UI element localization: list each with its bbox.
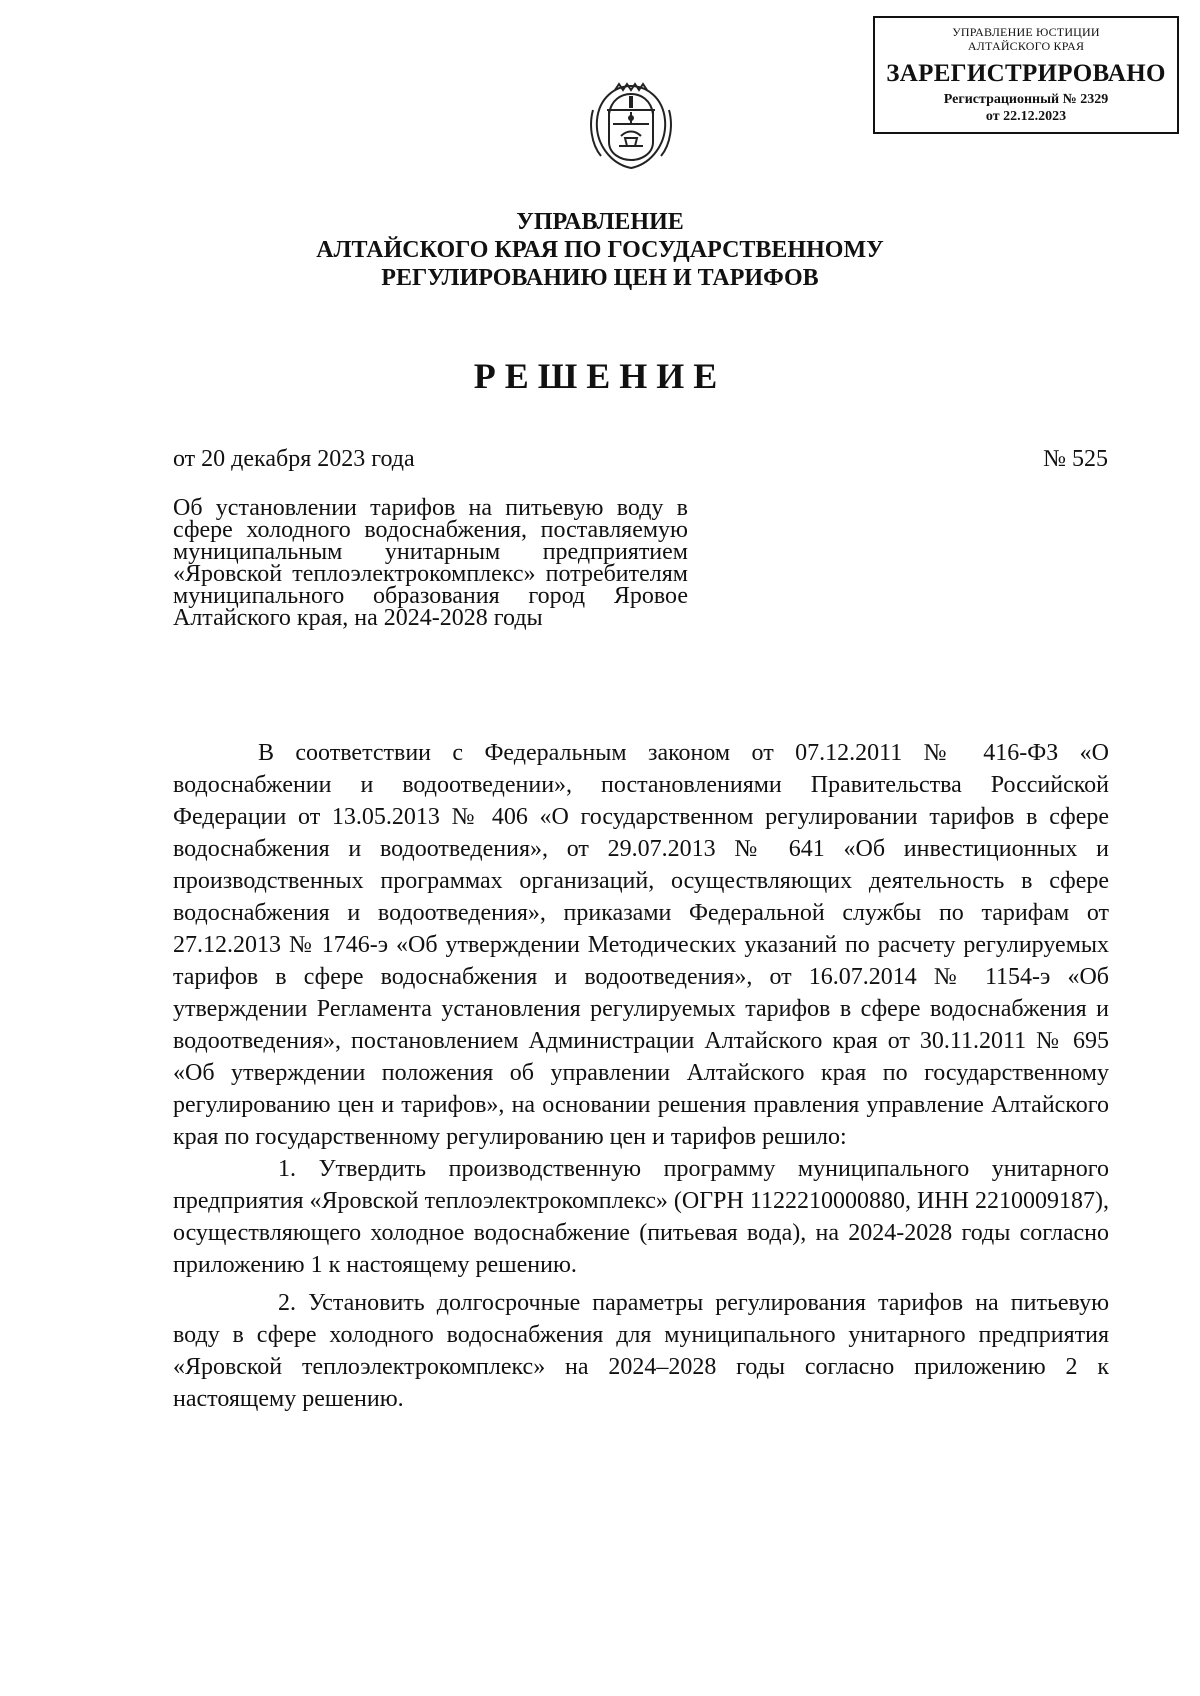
preamble-paragraph: В соответствии с Федеральным законом от 07.12.2011 № 416-ФЗ «О водоснабжении и водоотведении», постановлениями Правительства Российской Федерации от 13.05.2013 № 406 «О государственном регулировании тарифов в сфере водоснабжения и водоотведения», от 29.07.2013 № 641 «Об инвестиционных и производственных программах организаций, осуществляющих деятельность в сфере водоснабжения и водоотведения», приказами Федеральной службы по тарифам от 27.12.2013 № 1746-э «Об утверждении Методических указаний по расчету регулируемых тарифов в сфере водоснабжения и водоотведения», от 16.07.2014 № 1154-э «Об утверждении Регламента установления регулируемых тарифов в сфере водоснабжения и водоотведения», постановлением Администрации Алтайского края от 30.11.2011 № 695 «Об утверждении положения об управлении Алтайского края по государственному регулированию цен и тарифов», на основании решения правления управление Алтайского края по государственному регулированию цен и тарифов решило: bbox=[173, 740, 1109, 1150]
stamp-registered: ЗАРЕГИСТРИРОВАНО bbox=[886, 60, 1166, 87]
authority-header-line2: АЛТАЙСКОГО КРАЯ ПО ГОСУДАРСТВЕННОМУ bbox=[316, 237, 884, 263]
authority-header-line3: РЕГУЛИРОВАНИЮ ЦЕН И ТАРИФОВ bbox=[381, 265, 819, 291]
stamp-date: 22.12.2023 bbox=[1003, 109, 1067, 124]
document-number: № 525 bbox=[1043, 446, 1108, 472]
altai-krai-coat-of-arms-icon bbox=[585, 80, 677, 172]
decision-item-1: 1. Утвердить производственную программу муниципального унитарного предприятия «Яровской теплоэлектрокомплекс» (ОГРН 1122210000880, ИНН 2210009187), осуществляющего холодное водоснабжение (питьевая вода), на 2024-2028 годы согласно приложению 1 к настоящему решению. bbox=[173, 1156, 1109, 1278]
authority-header-line1: УПРАВЛЕНИЕ bbox=[516, 209, 684, 235]
stamp-org-line1: УПРАВЛЕНИЕ ЮСТИЦИИ bbox=[952, 25, 1100, 39]
registration-stamp bbox=[873, 16, 1179, 134]
document-body bbox=[173, 737, 1109, 1415]
stamp-reg-number: 2329 bbox=[1080, 92, 1109, 107]
decision-item-2: 2. Установить долгосрочные параметры регулирования тарифов на питьевую воду в сфере холодного водоснабжения для муниципального унитарного предприятия «Яровской теплоэлектрокомплекс» на 2024–2028 годы согласно приложению 2 к настоящему решению. bbox=[173, 1290, 1109, 1412]
document-subject: Об установлении тарифов на питьевую воду в сфере холодного водоснабжения, поставляемую муниципальным унитарным предприятием «Яровской теплоэлектрокомплекс» потребителям муниципального образования город Яровое Алтайского края, на 2024-2028 годы bbox=[173, 495, 688, 631]
stamp-org-line2: АЛТАЙСКОГО КРАЯ bbox=[967, 39, 1085, 53]
stamp-reg-number-line bbox=[875, 91, 1177, 108]
stamp-date-line bbox=[875, 108, 1177, 125]
document-title: РЕШЕНИЕ bbox=[473, 356, 727, 396]
stamp-date-label: от bbox=[985, 109, 1000, 124]
stamp-reg-label: Регистрационный № bbox=[943, 92, 1077, 107]
document-date: от 20 декабря 2023 года bbox=[173, 446, 415, 472]
authority-header bbox=[0, 208, 1200, 292]
